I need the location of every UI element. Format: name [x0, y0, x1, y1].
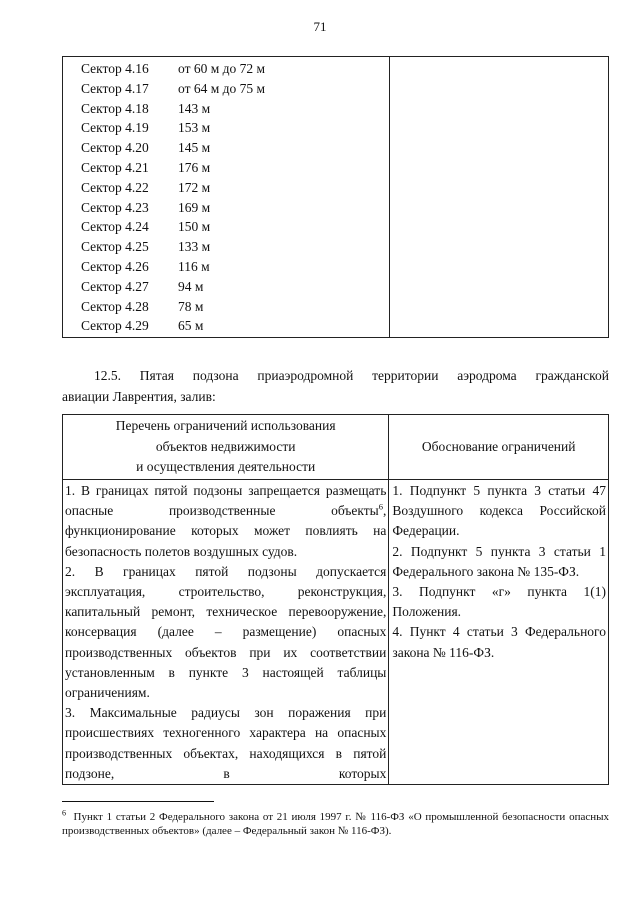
sector-row	[63, 118, 389, 138]
header-justification: Обоснование ограничений	[389, 415, 609, 480]
sector-row	[63, 257, 389, 277]
section-heading	[62, 365, 609, 407]
sector-row	[63, 99, 389, 119]
sector-value: 169 м	[178, 199, 211, 215]
sector-value: 133 м	[178, 239, 211, 255]
sector-name: Сектор 4.25	[81, 239, 149, 255]
section-heading-line1: 12.5. Пятая подзона приаэродромной территории аэродрома гражданской	[94, 368, 609, 383]
sector-row	[63, 79, 389, 99]
sector-name: Сектор 4.18	[81, 100, 149, 116]
restrictions-cell	[63, 480, 389, 785]
justification-item-3: 3. Подпункт «г» пункта 1(1) Положения.	[392, 584, 606, 620]
footnote	[62, 810, 609, 838]
sector-value: 172 м	[178, 179, 211, 195]
restriction-item-2: 2. В границах пятой подзоны допускается эксплуатация, строительство, реконструкция, капитальный ремонт, техническое перевооружение, консервация (далее – размещение) опасных производственных объектов при их соответствии установленным в пункте 3 настоящей таблицы ограничениям.	[65, 563, 387, 701]
justification-item-1: 1. Подпункт 5 пункта 3 статьи 47 Воздушного кодекса Российской Федерации.	[392, 483, 606, 539]
sector-name: Сектор 4.17	[81, 80, 149, 96]
sector-name: Сектор 4.23	[81, 199, 149, 215]
sector-value: 176 м	[178, 159, 211, 175]
sector-value: 145 м	[178, 140, 211, 156]
sector-row	[63, 59, 389, 79]
sector-name: Сектор 4.16	[81, 61, 149, 76]
sectors-empty-cell	[389, 57, 608, 338]
sectors-table	[62, 56, 609, 338]
sector-name: Сектор 4.27	[81, 278, 149, 294]
sector-value: 65 м	[178, 318, 204, 334]
footnote-text: Пункт 1 статьи 2 Федерального закона от 21 июля 1997 г. № 116-ФЗ «О промышленной безопасности опасных производственных объектов» (далее – Федеральный закон № 116-ФЗ).	[62, 811, 610, 837]
header-restrictions-line: и осуществления деятельности	[136, 459, 316, 475]
header-restrictions	[63, 415, 389, 480]
sector-value: 116 м	[178, 258, 210, 274]
sector-row	[63, 297, 389, 317]
sector-name: Сектор 4.21	[81, 159, 149, 175]
sector-name: Сектор 4.26	[81, 258, 149, 274]
restriction-item-1	[65, 481, 386, 562]
page-number: 71	[313, 19, 327, 34]
sector-name: Сектор 4.24	[81, 219, 149, 235]
restriction-item-3: 3. Максимальные радиусы зон поражения при происшествиях техногенного характера на опасных производственных объектах, находящихся в пятой подзоне, в которых	[65, 705, 387, 781]
sector-name: Сектор 4.20	[81, 140, 149, 156]
sector-value: 94 м	[178, 278, 204, 294]
sector-value: 143 м	[178, 100, 211, 116]
sector-row	[63, 237, 389, 257]
header-restrictions-line: объектов недвижимости	[155, 438, 296, 454]
sector-value: от 64 м до 75 м	[178, 80, 266, 96]
sector-name: Сектор 4.28	[81, 298, 149, 314]
sector-value: 150 м	[178, 219, 211, 235]
justifications-cell	[389, 480, 609, 785]
restriction-item-1-text: 1. В границах пятой подзоны запрещается размещать опасные производственные объекты	[65, 483, 387, 519]
sectors-list	[63, 57, 390, 338]
sector-value: 153 м	[178, 120, 211, 136]
footnote-ref: 6	[378, 501, 383, 512]
sector-value: от 60 м до 72 м	[178, 61, 266, 76]
sector-name: Сектор 4.22	[81, 179, 149, 195]
footnote-number: 6	[62, 808, 66, 818]
sector-row	[63, 158, 389, 178]
sector-row	[63, 178, 389, 198]
sector-name: Сектор 4.29	[81, 318, 149, 334]
restrictions-table	[62, 414, 609, 785]
sector-row	[63, 198, 389, 218]
footnote-separator	[62, 801, 214, 802]
restriction-item-1-text-cont: , функционирование которых может повлиять на безопасность полетов воздушных судов.	[65, 503, 387, 559]
section-heading-line2: авиации Лаврентия, залив:	[62, 389, 216, 404]
sector-row	[63, 277, 389, 297]
sector-row	[63, 316, 389, 336]
sector-name: Сектор 4.19	[81, 120, 149, 136]
sector-row	[63, 217, 389, 237]
sector-value: 78 м	[178, 298, 204, 314]
sector-row	[63, 138, 389, 158]
justification-item-2: 2. Подпункт 5 пункта 3 статьи 1 Федерального закона № 135-ФЗ.	[392, 543, 606, 579]
justification-item-4: 4. Пункт 4 статьи 3 Федерального закона № 116-ФЗ.	[392, 624, 606, 660]
header-restrictions-line: Перечень ограничений использования	[115, 418, 336, 434]
